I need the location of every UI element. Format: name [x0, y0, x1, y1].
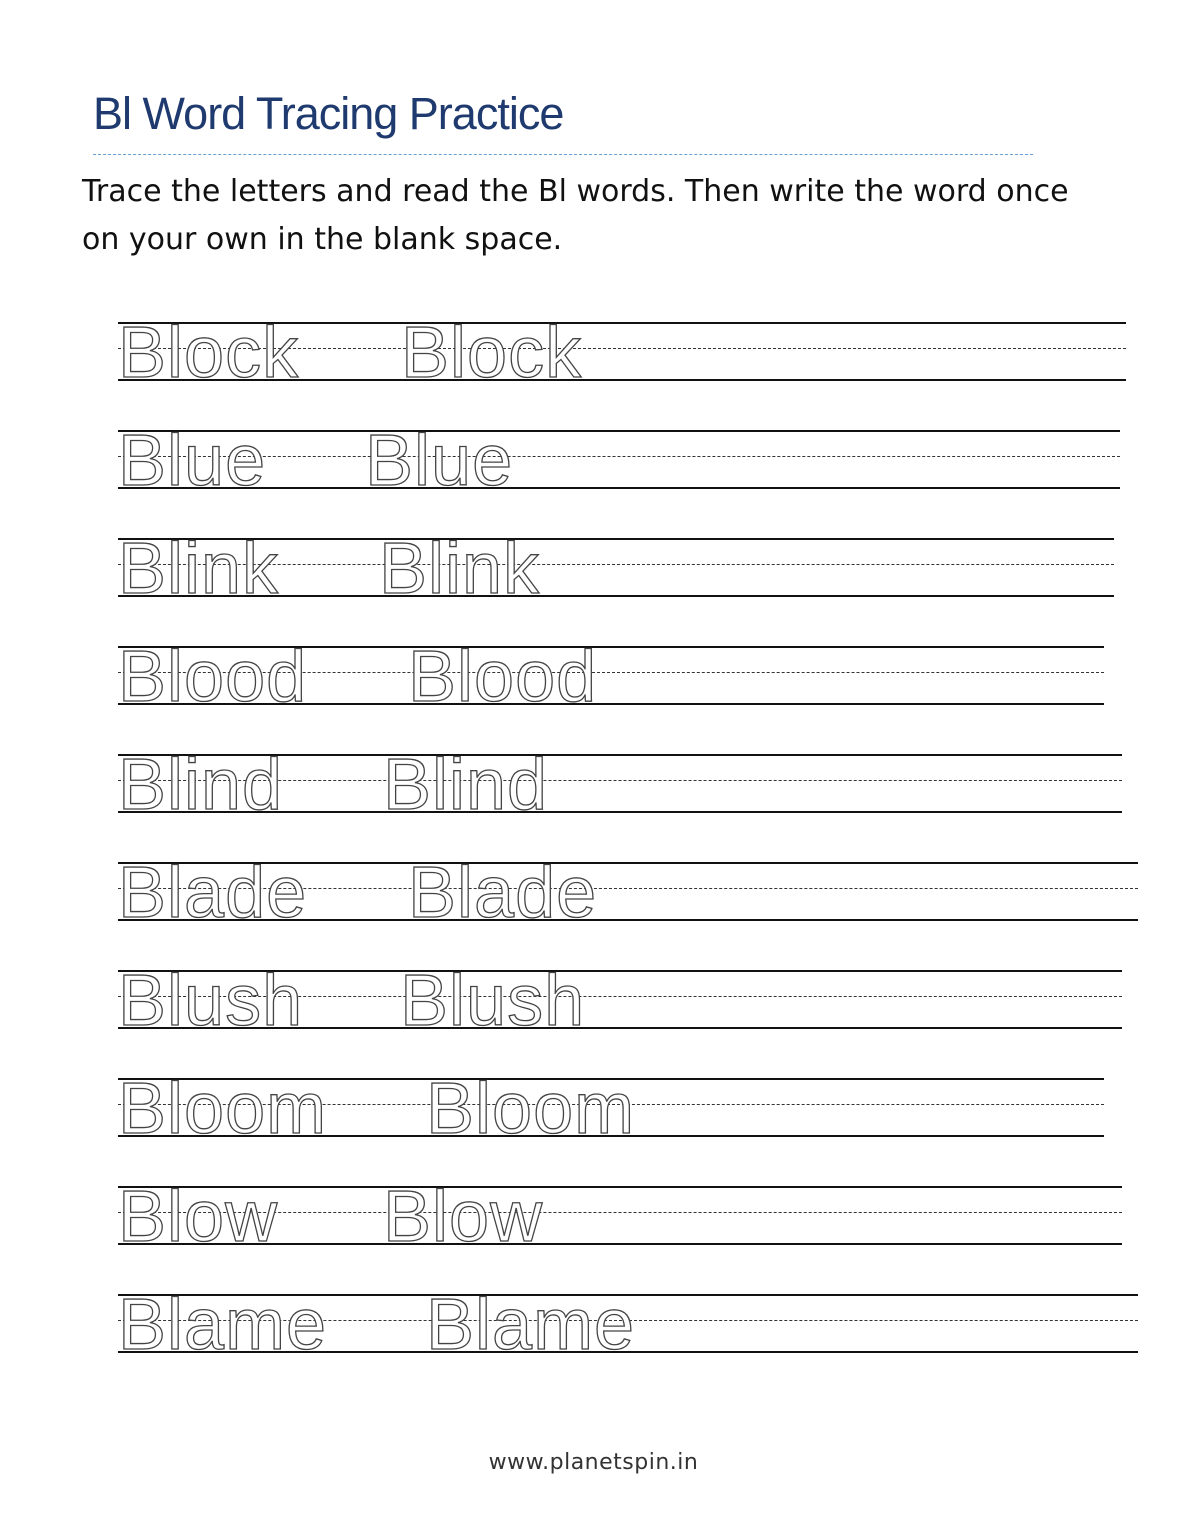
trace-word-second: Blade	[408, 853, 598, 933]
tracing-row	[118, 313, 1126, 393]
trace-word-first: Blade	[118, 853, 308, 933]
tracing-row	[118, 421, 1120, 501]
trace-word-first: Blink	[118, 529, 280, 609]
trace-word-second: Bloom	[426, 1069, 636, 1149]
trace-word-second: Blame	[426, 1285, 636, 1365]
trace-word-first: Blush	[118, 961, 304, 1041]
instructions-text: Trace the letters and read the Bl words. Then write the word once on your own in the blank space.	[82, 174, 1069, 257]
trace-word-second: Blink	[379, 529, 541, 609]
tracing-row	[118, 961, 1122, 1041]
trace-word-second: Blush	[400, 961, 586, 1041]
tracing-row	[118, 1177, 1122, 1257]
tracing-row	[118, 745, 1122, 825]
title-divider	[93, 154, 1033, 155]
trace-word-second: Block	[401, 313, 583, 393]
trace-word-first: Blind	[118, 745, 284, 825]
tracing-row	[118, 1285, 1138, 1365]
trace-word-first: Blow	[118, 1177, 279, 1257]
tracing-row	[118, 853, 1138, 933]
trace-word-second: Blow	[383, 1177, 544, 1257]
trace-word-first: Blood	[118, 637, 308, 717]
tracing-row	[118, 637, 1104, 717]
trace-word-first: Blame	[118, 1285, 328, 1365]
midline-guide	[118, 456, 1120, 457]
page-title: Bl Word Tracing Practice	[93, 88, 564, 139]
website-footer: www.planetspin.in	[488, 1450, 699, 1475]
trace-word-second: Blood	[408, 637, 598, 717]
tracing-row	[118, 1069, 1104, 1149]
top-guide-line	[118, 430, 1120, 432]
trace-word-first: Bloom	[118, 1069, 328, 1149]
trace-word-first: Block	[118, 313, 300, 393]
trace-word-second: Blue	[365, 421, 514, 501]
baseline-guide	[118, 487, 1120, 489]
trace-word-first: Blue	[118, 421, 267, 501]
tracing-row	[118, 529, 1114, 609]
trace-word-second: Blind	[383, 745, 549, 825]
